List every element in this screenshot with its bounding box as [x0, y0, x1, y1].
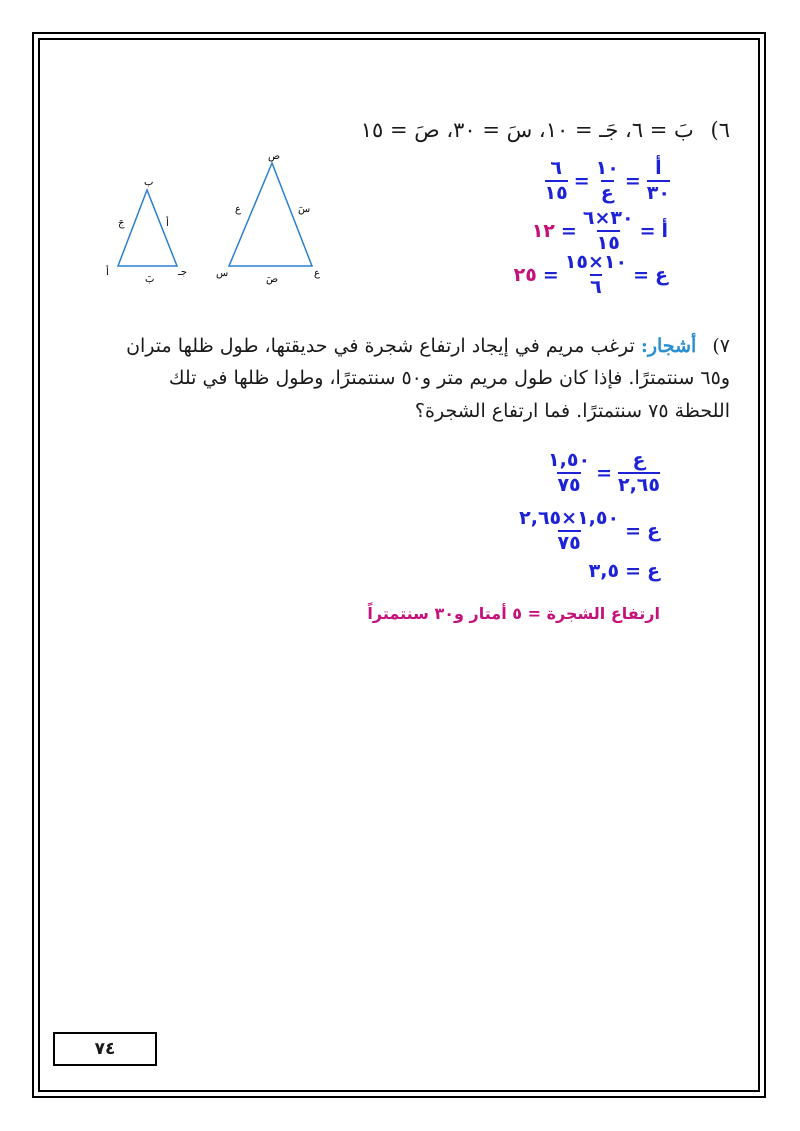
- svg-text:جَ: جَ: [118, 218, 125, 229]
- svg-text:سَ: سَ: [298, 204, 311, 215]
- q6-equation-3: ع = $\frac{١٠\times ١٥}{٦}$ = ٢٥: [513, 251, 668, 298]
- fraction: $\frac{١٠}{\text{ع}}$: [595, 157, 619, 204]
- q7-equation-1: $\frac{\text{ع}}{٢,٦٥}$ = $\frac{١,٥٠}{٧٥}$: [548, 449, 660, 496]
- q7-equation-3: ع = ٣,٥: [588, 560, 660, 582]
- fraction: $\frac{١٠\times ١٥}{٦}$: [564, 251, 628, 298]
- q6-given: [361, 118, 730, 142]
- fraction: $\frac{\text{ع}}{٢,٦٥}$: [617, 449, 660, 496]
- q6-number: ٦): [710, 118, 730, 142]
- fraction: $\frac{١,٥٠}{٧٥}$: [548, 449, 591, 496]
- q7-text: ترغب مريم في إيجاد ارتفاع شجرة في حديقتها، طول ظلها متران و٦٥ سنتمترًا. فإذا كان طول مريم متر و٥٠ سنتمترًا، وطول ظلها في تلك اللحظة ٧٥ سنتمترًا. فما ارتفاع الشجرة؟: [126, 335, 730, 422]
- svg-text:ص: ص: [268, 151, 281, 162]
- q7-equation-2: ع = $\frac{١,٥٠\times ٢,٦٥}{٧٥}$: [519, 507, 660, 554]
- svg-text:س: س: [216, 268, 229, 279]
- fraction: $\frac{١,٥٠\times ٢,٦٥}{٧٥}$: [519, 507, 620, 554]
- svg-text:ب: ب: [144, 177, 154, 188]
- svg-text:ع: ع: [235, 204, 241, 215]
- small-triangle: [106, 177, 187, 285]
- svg-text:بَ: بَ: [145, 274, 155, 285]
- q7-problem: [110, 330, 730, 427]
- big-triangle: [216, 151, 320, 285]
- q7-number: ٧): [712, 335, 730, 357]
- svg-text:صَ: صَ: [266, 274, 279, 285]
- q6-equation-1: $\frac{\text{أ}}{٣٠}$ = $\frac{١٠}{\text{ع}}$ = $\frac{٦}{١٥}$: [544, 157, 670, 204]
- q6-equation-2: أ = $\frac{٣٠\times ٦}{١٥}$ = ١٢: [531, 207, 668, 254]
- svg-text:أ: أ: [166, 218, 169, 229]
- svg-text:جـ: جـ: [178, 267, 188, 278]
- q7-answer: ارتفاع الشجرة = ٥ أمتار و٣٠ سنتمتراً: [367, 604, 660, 623]
- q7-label: أشجار:: [640, 335, 697, 357]
- q6-given-text: بَ = ٦، جَـ = ١٠، سَ = ٣٠، صَ = ١٥: [360, 118, 694, 142]
- page-number: ٧٤: [53, 1032, 157, 1066]
- fraction: $\frac{\text{أ}}{٣٠}$: [646, 157, 670, 204]
- similar-triangles-figure: [100, 150, 340, 290]
- svg-text:ع: ع: [314, 268, 320, 279]
- svg-text:أ: أ: [106, 267, 109, 278]
- fraction: $\frac{٦}{١٥}$: [544, 157, 568, 204]
- fraction: $\frac{٣٠\times ٦}{١٥}$: [582, 207, 634, 254]
